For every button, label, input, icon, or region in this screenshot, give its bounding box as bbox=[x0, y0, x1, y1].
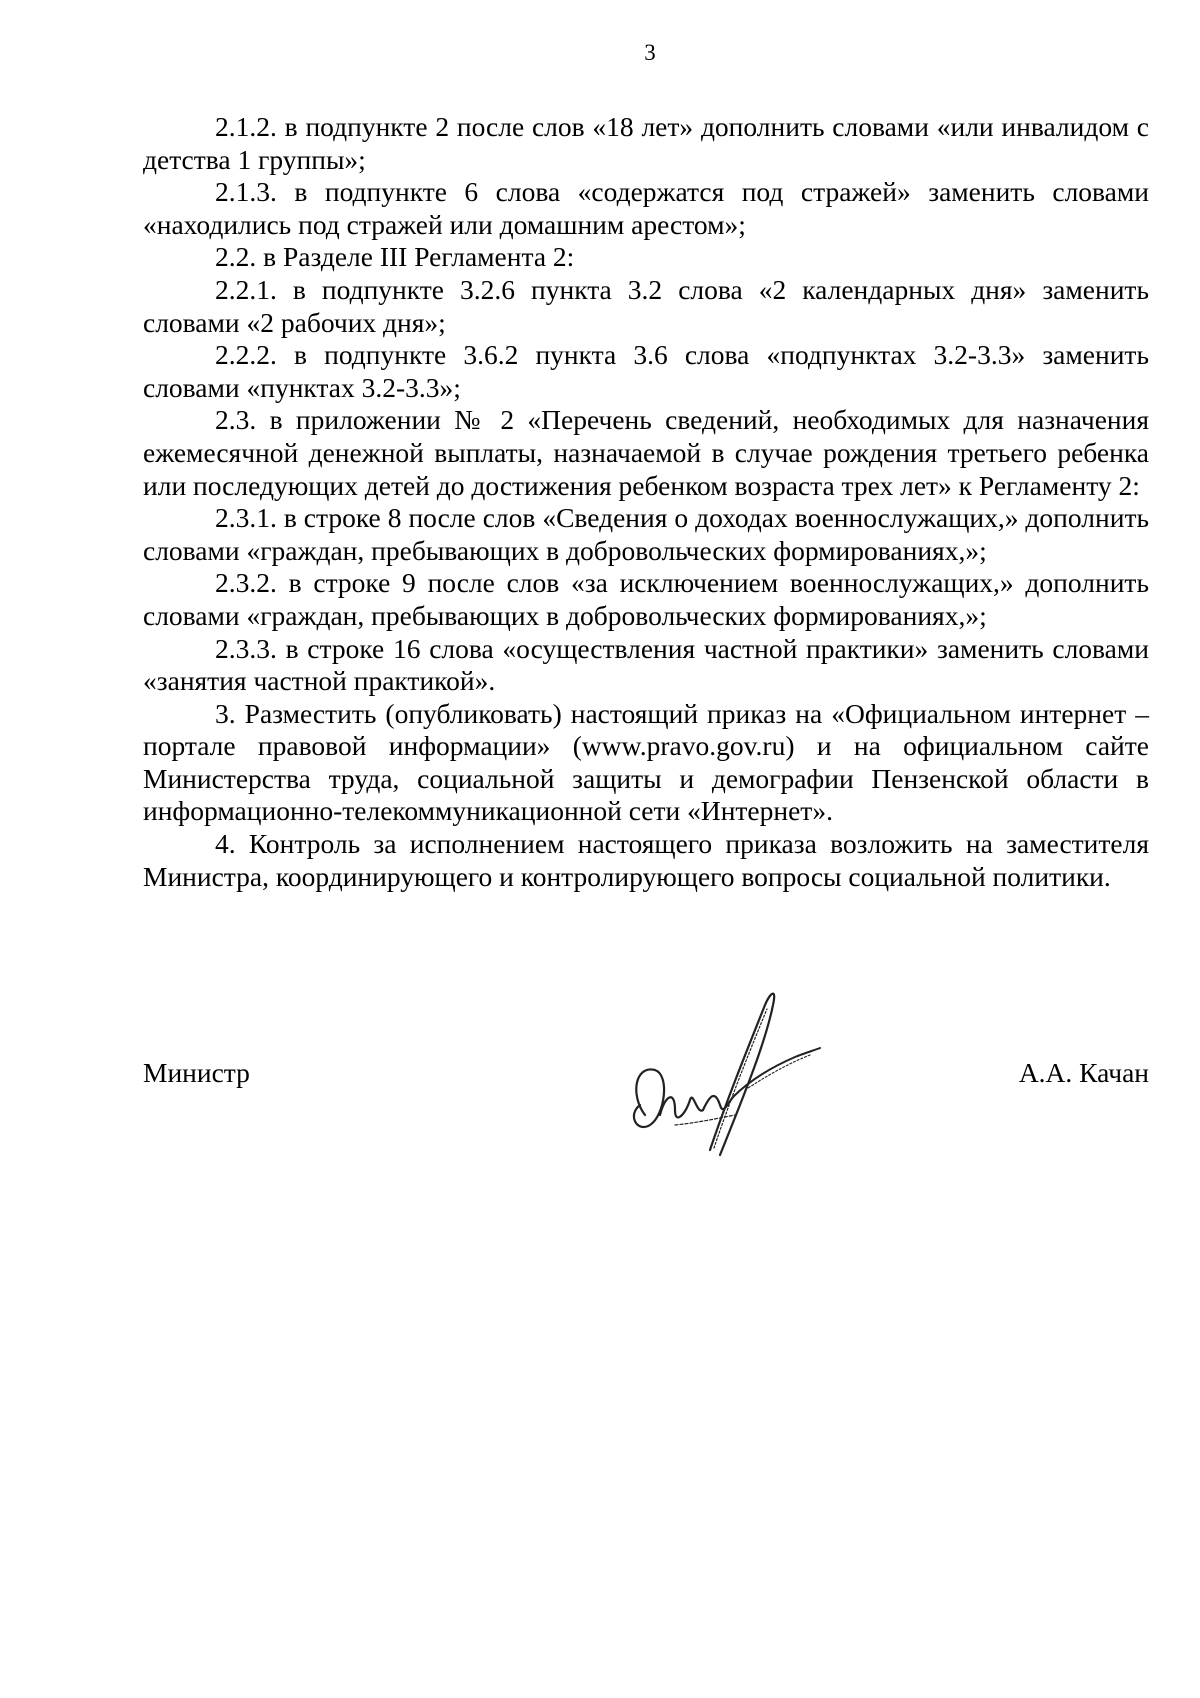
page-number: 3 bbox=[644, 40, 656, 65]
signer-title: Министр bbox=[143, 1057, 250, 1088]
paragraph-2-2: 2.2. в Разделе III Регламента 2: bbox=[215, 241, 575, 273]
paragraph-2-3-3: 2.3.3. в строке 16 слова «осуществления частной практики» заменить словами «занятия частной практикой». bbox=[143, 632, 1149, 697]
paragraph-3: 3. Разместить (опубликовать) настоящий приказ на «Официальном интернет – портале правовой информации» (www.pravo.gov.ru) и на официальном сайте Министерства труда, социальной защиты и демографии Пензенской области в информационно-телекоммуникационной сети «Интернет». bbox=[143, 697, 1149, 827]
signer-name: А.А. Качан bbox=[1018, 1057, 1149, 1088]
document-body bbox=[143, 111, 1149, 893]
paragraph-2-3-1: 2.3.1. в строке 8 после слов «Сведения о доходах военнослужащих,» дополнить словами «граждан, пребывающих в добровольческих формированиях,»; bbox=[143, 502, 1149, 566]
paragraph-2-2-2: 2.2.2. в подпункте 3.6.2 пункта 3.6 слова «подпунктах 3.2-3.3» заменить словами «пунктах 3.2-3.3»; bbox=[143, 339, 1149, 403]
paragraph-2-3-2: 2.3.2. в строке 9 после слов «за исключением военнослужащих,» дополнить словами «граждан, пребывающих в добровольческих формированиях,»; bbox=[143, 567, 1149, 631]
paragraph-4: 4. Контроль за исполнением настоящего приказа возложить на заместителя Министра, координирующего и контролирующего вопросы социальной политики. bbox=[143, 828, 1149, 892]
paragraph-2-1-2: 2.1.2. в подпункте 2 после слов «18 лет» дополнить словами «или инвалидом с детства 1 группы»; bbox=[143, 111, 1149, 175]
paragraph-2-3: 2.3. в приложении № 2 «Перечень сведений, необходимых для назначения ежемесячной денежной выплаты, назначаемой в случае рождения третьего ребенка или последующих детей до достижения ребенком возраста трех лет» к Регламенту 2: bbox=[143, 404, 1149, 501]
handwritten-signature-icon bbox=[615, 965, 830, 1190]
paragraph-2-1-3: 2.1.3. в подпункте 6 слова «содержатся под стражей» заменить словами «находились под стражей или домашним арестом»; bbox=[143, 176, 1149, 240]
paragraph-2-2-1: 2.2.1. в подпункте 3.2.6 пункта 3.2 слова «2 календарных дня» заменить словами «2 рабочих дня»; bbox=[143, 273, 1149, 338]
